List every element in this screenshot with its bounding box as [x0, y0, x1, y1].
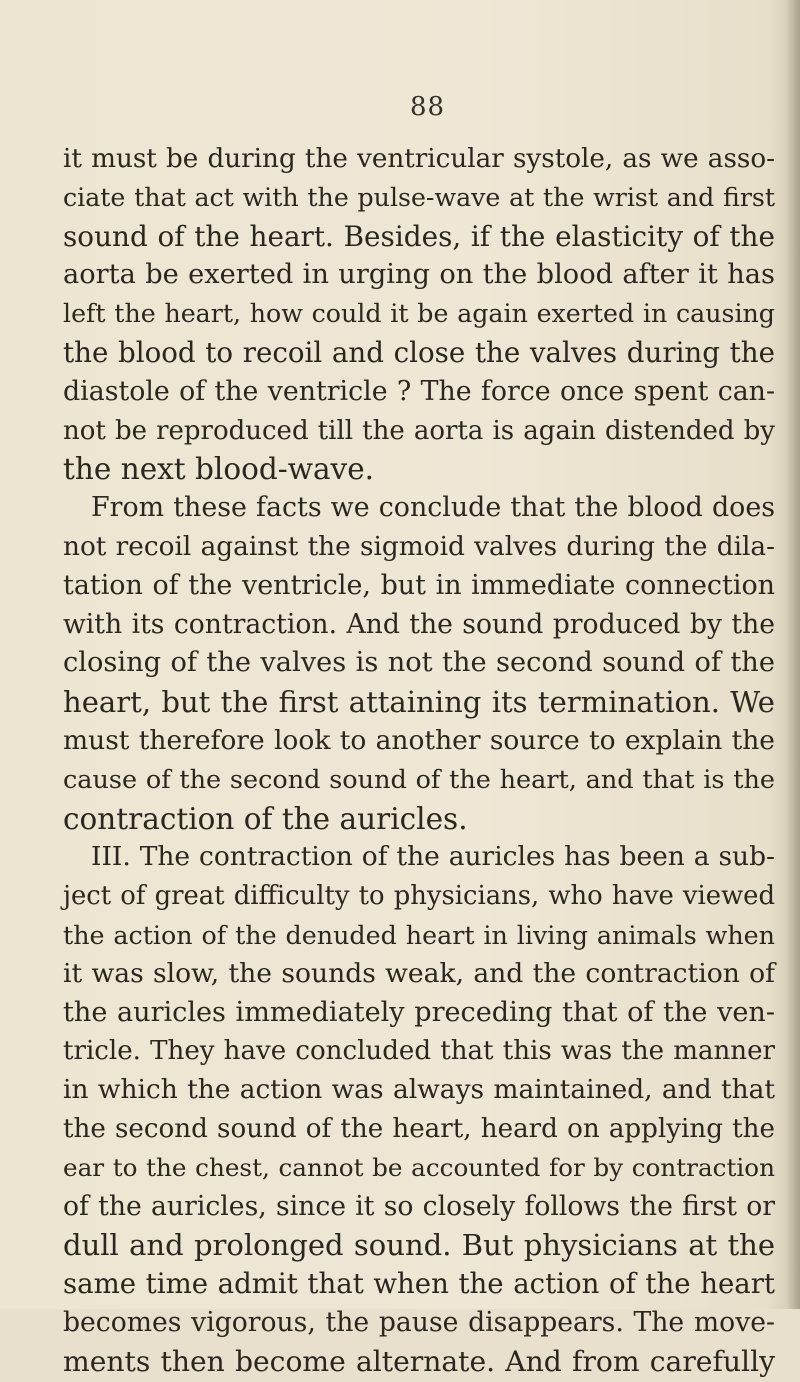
text-line: the second sound of the heart, heard on applying the: [63, 1113, 775, 1144]
text-line: diastole of the ventricle ? The force once spent can-: [63, 375, 775, 407]
text-line: left the heart, how could it be again exerted in causing: [63, 299, 775, 329]
text-line: of the auricles, since it so closely follows the first or: [63, 1190, 775, 1222]
text-line: the action of the denuded heart in living animals when: [63, 919, 775, 950]
text-line: ciate that act with the pulse-wave at the wrist and first: [63, 182, 775, 212]
text-line: ear to the chest, cannot be accounted for by contraction: [63, 1152, 775, 1182]
text-line: aorta be exerted in urging on the blood after it has: [63, 259, 775, 291]
text-line: closing of the valves is not the second sound of the: [63, 647, 775, 679]
page-number: 88: [410, 92, 446, 122]
text-line: From these facts we conclude that the blood does: [91, 492, 775, 524]
text-line: tricle. They have concluded that this was the manner: [63, 1036, 775, 1067]
body-text: [63, 140, 775, 1382]
text-line: with its contraction. And the sound produced by the: [63, 608, 775, 640]
text-line: heart, but the first attaining its termination. We: [63, 685, 775, 720]
text-line: ject of great difficulty to physicians, who have viewed: [63, 881, 775, 912]
page-edge-shadow: [786, 0, 800, 1309]
text-line: the next blood-wave.: [63, 452, 375, 487]
text-line: same time admit that when the action of the heart: [63, 1267, 775, 1301]
text-line: not be reproduced till the aorta is again distended by: [63, 415, 775, 446]
text-line: the blood to recoil and close the valves during the: [63, 335, 775, 369]
text-line: it must be during the ventricular systole, as we asso-: [63, 144, 775, 174]
text-line: must therefore look to another source to explain the: [63, 724, 775, 756]
text-line: III. The contraction of the auricles has been a sub-: [91, 841, 775, 873]
text-line: contraction of the auricles.: [63, 801, 468, 836]
text-line: in which the action was always maintained, and that: [63, 1074, 775, 1106]
text-line: ments then become alternate. And from carefully: [63, 1344, 775, 1378]
text-line: not recoil against the sigmoid valves during the dila-: [63, 531, 775, 562]
text-line: it was slow, the sounds weak, and the contraction of: [63, 957, 775, 989]
text-line: the auricles immediately preceding that of the ven-: [63, 996, 775, 1028]
text-line: tation of the ventricle, but in immediate connection: [63, 569, 775, 601]
text-line: dull and prolonged sound. But physicians at the: [63, 1228, 775, 1263]
text-line: sound of the heart. Besides, if the elasticity of the: [63, 219, 775, 253]
text-line: becomes vigorous, the pause disappears. The move-: [63, 1306, 775, 1338]
text-line: cause of the second sound of the heart, and that is the: [63, 764, 775, 795]
